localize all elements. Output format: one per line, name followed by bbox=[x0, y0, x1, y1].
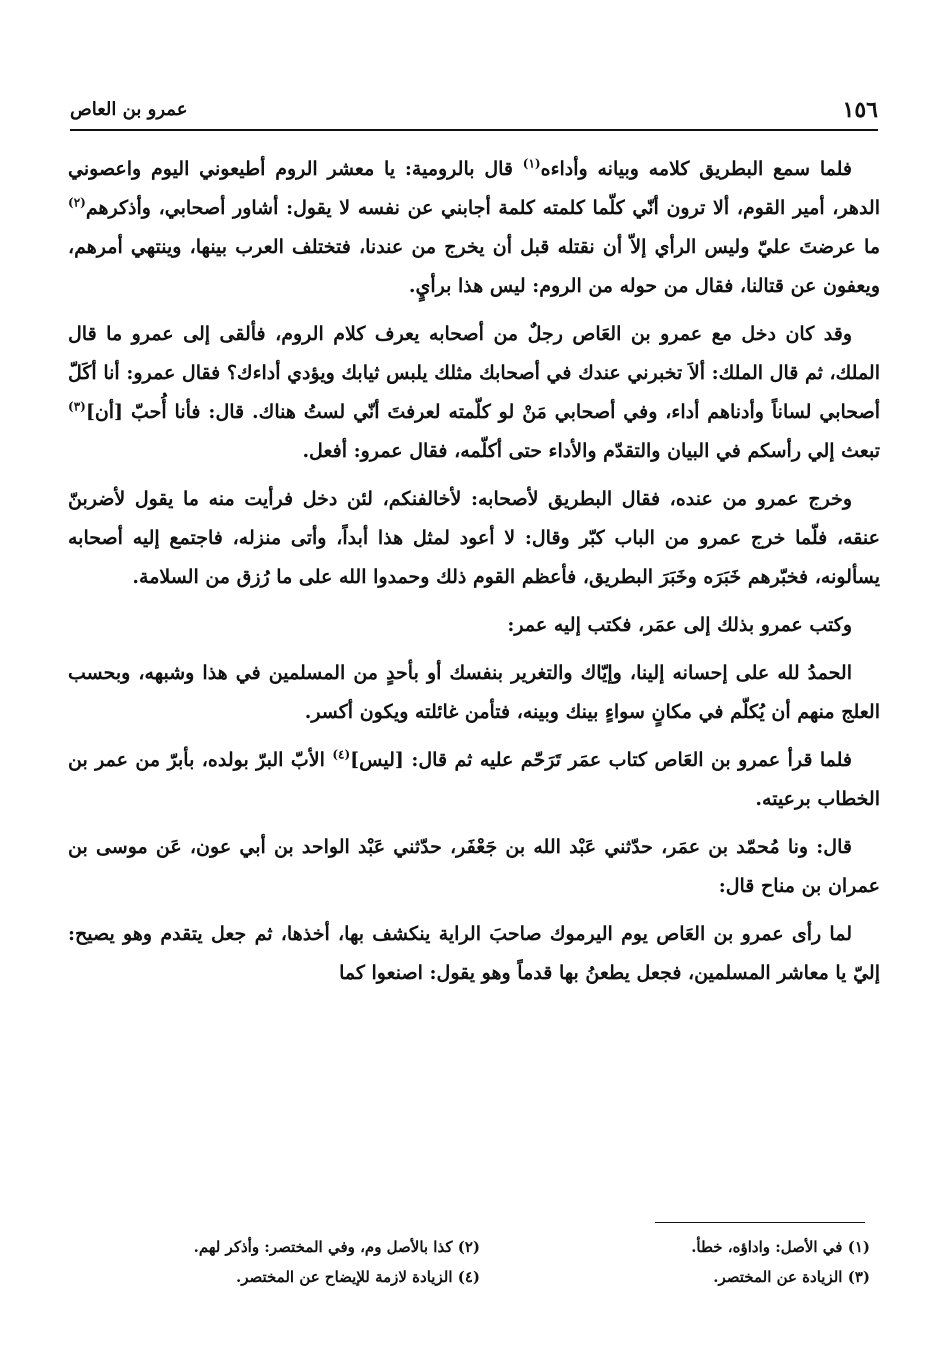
running-title: عمرو بن العاص bbox=[70, 99, 188, 120]
paragraph-text: الأبّ البرّ بولده، بأبرّ من عمر بن الخطاب برعيته. bbox=[68, 749, 880, 810]
footnote-divider bbox=[655, 1222, 865, 1223]
footnote-ref: (١) bbox=[522, 156, 541, 171]
footnote-1 bbox=[691, 1232, 870, 1262]
footnote-ref: (٤) bbox=[332, 747, 351, 762]
footnote-number: (٤) bbox=[457, 1268, 480, 1286]
paragraph-text: ما عرضتَ عليّ وليس الرأي إلاّ أن نقتله قبل أن يخرج من عندنا، فتختلف العرب بينها، وينتهي أمرهم، ويعفون عن قتالنا، فقال من حوله من الروم: ليس هذا برأيٍ. bbox=[68, 236, 880, 297]
paragraph-text: ونا مُحمّد بن عمَر، حدّثني عَبْد الله بن جَعْفَر، حدّثني عَبْد الواحد بن أبي عون، عَن موسى بن عمران بن مناح قال: bbox=[68, 836, 880, 897]
footnote-3 bbox=[713, 1262, 870, 1292]
paragraph-text: لما رأى عمرو بن العَاص يوم اليرموك صاحبَ الراية ينكشف بها، أخذها، ثم جعل يتقدم وهو يصيح: إليّ يا معاشر المسلمين، فجعل يطعنُ بها قدماً وهو يقول: اصنعوا كما bbox=[68, 923, 880, 984]
footnote-ref: (٣) bbox=[68, 399, 86, 414]
paragraph-text: الحمدُ لله على إحسانه إلينا، وإيّاك والتغرير بنفسك أو بأحدٍ من المسلمين في هذا وشبهه، وبحسب العلج منهم أن يُكلّم في مكانٍ سواءٍ بينك وبينه، فتأمن غائلته ويكون أكسر. bbox=[68, 662, 880, 723]
footnote-number: (٢) bbox=[457, 1238, 480, 1256]
paragraph-text: وكتب عمرو بذلك إلى عمَر، فكتب إليه عمر: bbox=[507, 614, 852, 636]
paragraph bbox=[68, 741, 880, 819]
paragraph bbox=[68, 480, 880, 597]
footnote-text: الزيادة لازمة للإيضاح عن المختصر. bbox=[235, 1268, 453, 1286]
footnote-text: كذا بالأصل وم، وفي المختصر: وأذكر لهم. bbox=[193, 1238, 453, 1256]
paragraph bbox=[68, 315, 880, 471]
footnote-ref: (٢) bbox=[68, 195, 86, 210]
footnote-number: (٣) bbox=[847, 1268, 870, 1286]
paragraph bbox=[68, 915, 880, 993]
paragraph bbox=[68, 606, 880, 645]
body-text bbox=[68, 150, 880, 1002]
footnote-text: في الأصل: واداؤه، خطأ. bbox=[691, 1238, 843, 1256]
paragraph bbox=[68, 828, 880, 906]
paragraph bbox=[68, 654, 880, 732]
page-header bbox=[70, 95, 878, 131]
paragraph-text: تبعث إلي رأسكم في البيان والتقدّم والأداء حتى أكلّمه، فقال عمرو: أفعل. bbox=[302, 440, 880, 462]
paragraph-text: وقد كان دخل مع عمرو بن العَاص رجلٌ من أصحابه يعرف كلام الروم، فألقى إلى عمرو ما قال الملك، ثم قال الملك: ألاَ تخبرني عندك في أصحابك مثلك يلبس ثيابك ويؤدي أداءك؟ فقال عمرو: أنا أكَلّ أصحابي لساناً وأدناهم أداء، وفي أصحابي مَنْ لو كلّمته لعرفتَ أنّي لستُ هناك. قال: فأنا أُحبّ [أن] bbox=[68, 323, 880, 423]
page-number: ١٥٦ bbox=[842, 97, 878, 123]
footnote-text: الزيادة عن المختصر. bbox=[713, 1268, 843, 1286]
footnote-number: (١) bbox=[847, 1238, 870, 1256]
footnote-4 bbox=[236, 1262, 480, 1292]
paragraph-lead: قال: bbox=[816, 836, 852, 858]
paragraph-text: قال بالرومية: يا معشر الروم أطيعوني اليوم واعصوني الدهر، أمير القوم، ألا ترون أنّي كلّما كلمته كلمة أجابني عن نفسه لا يقول: أشاور أصحابي، وأذكرهم bbox=[68, 158, 880, 219]
paragraph bbox=[68, 150, 880, 306]
paragraph-text: فلما سمع البطريق كلامه وبيانه وأداءه bbox=[540, 158, 852, 180]
paragraph-text: فلما قرأ عمرو بن العَاص كتاب عمَر تَرَحّم عليه ثم قال: [ليس] bbox=[350, 749, 852, 771]
paragraph-text: وخرج عمرو من عنده، فقال البطريق لأصحابه: لأخالفنكم، لئن دخل فرأيت منه ما يقول لأضربنّ عنقه، فلّما خرج عمرو من الباب كبّر وقال: لا أعود لمثل هذا أبداً، وأتى منزله، فاجتمع إليه أصحابه يسألونه، فخبّرهم خَبَرَه وخَبَرَ البطريق، فأعظم القوم ذلك وحمدوا الله على ما رُزق من السلامة. bbox=[68, 488, 880, 588]
footnotes bbox=[130, 1232, 870, 1302]
footnote-2 bbox=[194, 1232, 480, 1262]
